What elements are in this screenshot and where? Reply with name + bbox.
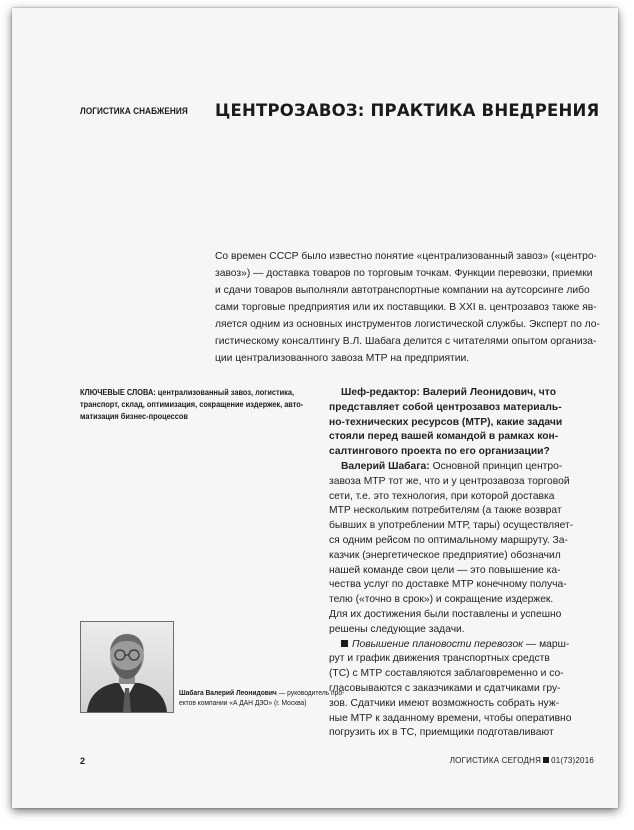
answer-line: нашей команде свои цели — это повышение ка- xyxy=(329,564,561,576)
keywords-line: КЛЮЧЕВЫЕ СЛОВА: централизованный завоз, логистика, xyxy=(80,387,295,397)
lead-paragraph xyxy=(215,248,605,367)
section-label: ЛОГИСТИКА СНАБЖЕНИЯ xyxy=(80,106,188,117)
lead-line: гистическому консалтингу В.Л. Шабага делится с читателями опытом организа- xyxy=(215,336,597,347)
bullet-first-line xyxy=(329,638,607,653)
caption-line xyxy=(179,688,345,698)
bullet-text: — марш- xyxy=(523,638,570,650)
journal-footer xyxy=(450,756,594,765)
bullet-line: (ТС) с МТР составляются заблаговременно и со- xyxy=(329,668,564,680)
bullet-line: рут и график движения транспортных средств xyxy=(329,653,550,665)
author-photo xyxy=(80,621,174,713)
question-line: но-технических ресурсов (МТР), какие задачи xyxy=(329,416,563,428)
lead-line: Со времен СССР было известно понятие «централизованный завоз» («центро- xyxy=(215,251,597,262)
caption-line: ектов компании «А ДАН ДЗО» (г. Москва) xyxy=(179,697,307,707)
answer-line: телю («точно в срок») и сокращение издержек. xyxy=(329,594,554,606)
answer-line: казчик (энергетическое предприятие) обозначил xyxy=(329,549,561,561)
caption-role: — руководитель про- xyxy=(276,688,345,697)
answer-line: чества услуг по доставке МТР конечному получа- xyxy=(329,579,567,591)
article-body xyxy=(329,386,607,741)
answer-line: бывших в употреблении МТР, тары) осуществляет- xyxy=(329,520,574,532)
question-line: представляет собой центрозавоз материаль- xyxy=(329,401,562,413)
answer-line: завоза МТР тот же, что и у центрозавоза торговой xyxy=(329,475,570,487)
square-bullet-icon xyxy=(341,640,348,647)
keywords-line: транспорт, склад, оптимизация, сокращение издержек, авто- xyxy=(80,398,304,409)
answer-line: ся одним рейсом по оптимальному маршруту. За- xyxy=(329,534,568,546)
lead-line: сами торговые предприятия или их поставщики. В XXI в. центрозавоз также яв- xyxy=(215,302,597,313)
caption-name: Шабага Валерий Леонидович xyxy=(179,688,277,697)
answer-text: Основной принцип центро- xyxy=(429,460,563,472)
portrait-image xyxy=(81,622,173,712)
answer-line: Для их достижения были поставлены и успешно xyxy=(329,608,562,620)
lead-line: завоз») — доставка товаров по торговым точкам. Функции перевозки, приемки xyxy=(215,268,593,279)
keywords-line: матизация бизнес-процессов xyxy=(80,410,188,421)
keywords-block xyxy=(80,387,312,422)
lead-line: ляется одним из основных инструментов логистической службы. Эксперт по ло- xyxy=(215,319,600,330)
answer-line: сети, т.е. это технология, при которой доставка xyxy=(329,490,555,502)
question-line: салтингового проекта по его организации? xyxy=(329,446,550,458)
article-title: ЦЕНТРОЗАВОЗ: ПРАКТИКА ВНЕДРЕНИЯ xyxy=(215,101,600,120)
answer-line: МТР нескольким потребителям (а также возврат xyxy=(329,505,562,517)
bullet-line: ные МТР к заданному времени, чтобы оперативно xyxy=(329,712,572,724)
question-line: стояли перед вашей командой в рамках кон- xyxy=(329,431,559,443)
bullet-line: гласовываются с заказчиками и сдатчиками гру- xyxy=(329,682,561,694)
answer-line: решены следующие задачи. xyxy=(329,623,465,635)
journal-name: ЛОГИСТИКА СЕГОДНЯ xyxy=(449,756,542,765)
lead-line: ции централизованного завоза МТР на предприятии. xyxy=(215,353,470,364)
question-line: Шеф-редактор: Валерий Леонидович, что xyxy=(341,387,556,398)
bullet-heading: Повышение плановости перевозок xyxy=(352,638,524,650)
answer-speaker: Валерий Шабага: xyxy=(341,460,430,472)
square-separator-icon xyxy=(543,757,549,763)
bullet-line: зов. Сдатчики имеют возможность собрать нуж- xyxy=(329,697,560,709)
photo-caption xyxy=(179,688,345,707)
magazine-page xyxy=(12,8,618,808)
issue-number: 01(73)2016 xyxy=(551,756,594,765)
lead-line: и сдачи товаров выполняли автотранспортные компании на аутсорсинге либо xyxy=(215,285,590,296)
page-number: 2 xyxy=(80,756,86,766)
answer-first-line xyxy=(329,460,607,475)
bullet-line: погрузить их в ТС, приемщики подготавливают xyxy=(329,727,554,739)
